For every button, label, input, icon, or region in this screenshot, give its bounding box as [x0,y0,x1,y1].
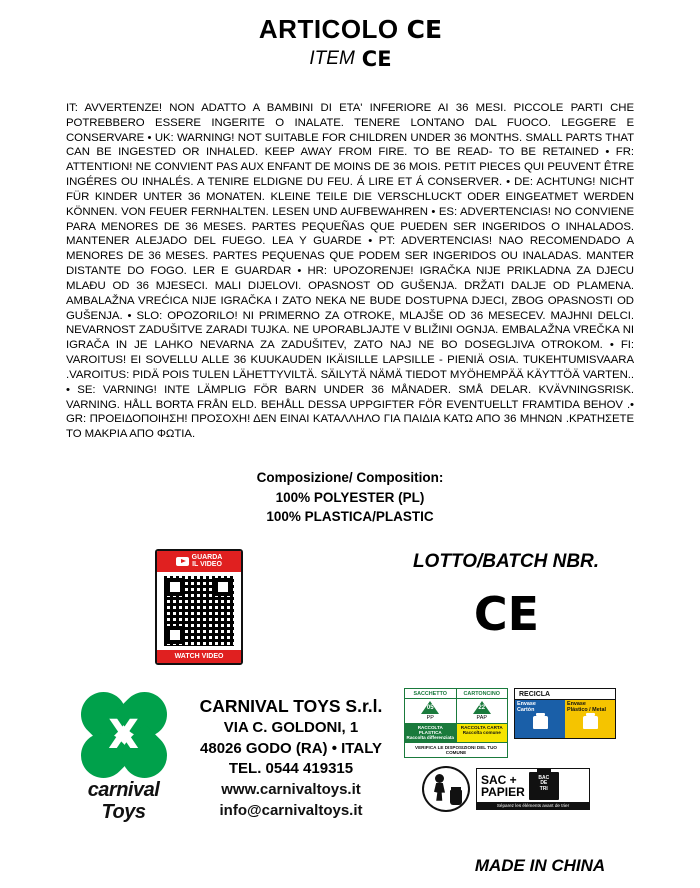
ce-mark-icon-large [474,587,538,641]
italian-packaging-label [404,688,508,758]
video-badge-header-text [192,554,223,569]
youtube-play-icon [176,557,189,566]
item-heading [0,47,700,71]
recycling-bin-icon [583,716,598,729]
company-street: VIA C. GOLDONI, 1 [223,718,359,736]
recicla-body [515,700,615,738]
lotto-ce-mark [366,587,646,641]
packaging-material-bag: PP [426,714,434,721]
composition-line-1: 100% POLYESTER (PL) [275,489,425,505]
video-badge-header [157,551,241,572]
company-tel: TEL. 0544 419315 [228,760,354,778]
packaging-code-card [457,699,508,723]
ce-c-glyph: C [473,586,507,641]
packaging-codes [405,699,507,723]
sac-line1: SAC + [481,772,517,787]
ce-c-glyph: C [406,15,425,44]
video-badge-line2: IL VIDEO [192,561,222,569]
recycle-triangle-icon: 05 [421,701,439,714]
recycling-bin-icon [533,716,548,729]
qr-code-area[interactable] [157,572,241,650]
company-address-block [176,694,406,822]
packaging-headers [405,689,507,699]
ce-c-glyph: C [361,47,377,71]
company-name: CARNIVAL TOYS S.r.l. [199,695,383,716]
middle-row [0,549,700,684]
logo-word-carnival: carnival [87,778,160,801]
bac-line3: TRI [539,786,548,793]
recycling-row-1 [404,688,634,758]
logo-word-toys: Toys [101,800,146,823]
packaging-header-bag: SACCHETTO [405,689,457,699]
recicla-carton-line2: Cartón [517,706,535,713]
header [0,0,700,71]
spanish-recicla-label [514,688,616,739]
company-website[interactable]: www.carnivaltoys.it [221,780,361,798]
bac-line1: BAC [538,774,550,781]
composition-block [0,468,700,527]
bac-de-tri-icon [529,772,559,800]
item-label: ITEM [309,48,355,69]
packaging-sub-plastic [405,724,457,742]
packaging-sub-plastic-2: Raccolta differenziata [406,734,454,740]
packaging-sub-paper-2: Raccolta comune [462,729,501,735]
packaging-sub-paper [457,724,508,742]
lotto-title: LOTTO/BATCH NBR. [412,550,600,572]
composition-title: Composizione/ Composition: [256,470,444,486]
recicla-carton-line1: Envase [517,700,536,707]
recycle-triangle-icon: 22 [473,701,491,714]
company-city: 48026 GODO (RA) • ITALY [200,739,382,757]
lotto-block [366,551,646,641]
sac-line2: PAPIER [481,784,525,799]
recycling-row-2 [422,766,634,812]
article-label: ARTICOLO [258,14,399,44]
packaging-sub-plastic-1: RACCOLTA PLASTICA [417,724,443,735]
logo-x-letter: X [108,711,139,758]
recicla-carton-cell [515,700,565,738]
composition-line-2: 100% PLASTICA/PLASTIC [266,509,434,525]
recicla-plastic-line2: Plástico / Metal [567,706,606,713]
french-triman-label [476,768,590,810]
company-email[interactable]: info@carnivaltoys.it [219,801,363,819]
packaging-footnote: VERIFICA LE DISPOSIZIONI DEL TUO COMUNE [405,742,507,757]
watch-video-label: WATCH VIDEO [157,650,241,663]
packaging-header-card: CARTONCINO [457,689,508,699]
watch-video-qr-badge[interactable] [155,549,243,665]
tidyman-icon [422,766,470,812]
multilingual-warnings-text: IT: AVVERTENZE! NON ADATTO A BAMBINI DI ETA' INFERIORE AI 36 MESI. PICCOLE PARTI CHE POTREBBERO ESSERE INGERITE O INALATE. TENERE LONTANO DAL FUOCO. LEGGERE E CONSERVARE • UK: WARNING! NOT SUITABLE FOR CHILDREN UNDER 36 MONTHS. SMALL PARTS THAT CAN BE INGESTED OR INHALED. KEEP AWAY FROM FIRE. TO BE READ- TO BE RETAINED • FR: ATTENTION! NE CONVIENT PAS AUX ENFANT DE MOINS DE 36 MOIS. PETIT PIECES QUI PEUVENT ÊTRE INGÉRES OU INHALÉS. A TENIRE ELDIGNE DU FEU. Á LIRE ET Á CONSERVER. • DE: ACHTUNG! NICHT FÜR KINDER UNTER 36 MONATEN. KLEINE TEILE DIE VERSCHLUCKT ODER EINGEATMET WERDEN KÖNNEN. VON FEUER FERNHALTEN. LESEN UND AUFBEWAHREN • ES: ADVERTENCIAS! NO CONVIENE PARA MENORES DE 36 MESES. PARTES PEQUEÑAS QUE PUEDEN SER INGERIDOS O INHALADOS. MANTENER ALEJADO DEL FUEGO. LEA Y GUARDE • PT: ADVERTENCIAS! NAO RECOMENDADO A MENORES DE 36 MESES. PARTES PEQUENAS QUE PODEM SER INGERIDOS OU INALADAS. MANTER DISTANTE DO FOGO. LER E GUARDAR • HR: UPOZORENJE! IGRAČKA NIJE PRIKLADNA ZA DJECU MLAĐU OD 36 MJESECI. MALI DIJELOVI. OPASNOST OD GUŠENJA. DRŽATI DALJE OD PLAMENA. AMBALAŽNA VREĆICA NIJE IGRAČKA I ZATO NEKA NE BUDE DOSTUPNA DJECI, ZBOG OPASNOSTI OD GUŠENJA. • SLO: OPOZORILO! NI PRIMERNO ZA OTROKE, MLAJŠE OD 36 MESECEV. MAJHNI DELCI. NEVARNOST ZADUŠITVE ZARADI TUJKA. NE UPORABLJAJTE V BLIŽINI OGNJA. EMBALAŽNA VREČKA NI IGRAČA IN JE LAHKO NEVARNA ZA ZADUŠITEV, ZATO NAJ NE BO DOSEGLJIVA OTROKOM. • FI: VAROITUS! EI SOVELLU ALLE 36 KUUKAUDEN IKÄISILLE LAPSILLE - PIENIÄ OSIA. TUKEHTUMISVAARA .VAROITUS: PIDÄ POIS TULEN LÄHETTYVILTÄ. SÄILYTÄ NÄMÄ TIEDOT MYÖHEMPÄÄ KÄYTTÖÄ VARTEN.. • SE: VARNING! INTE LÄMPLIG FÖR BARN UNDER 36 MÅNADER. SMÅ DELAR. KVÄVNINGSRISK. VARNING. HÅLL BORTA FRÅN ELD. BEHÅLL DESSA UPPGIFTER FÖR EVENTUELLT FRAMTIDA BEHOV .• GR: ΠΡΟΕΙΔΟΠΟΙΗΣΗ! ΠΡΟΣΟΧΗ! ΔΕΝ ΕΙΝΑΙ ΚΑΤΑΛΛΗΛΟ ΓΙΑ ΠΑΙΔΙΑ ΚΑΤΩ ΑΠΟ 36 ΜΗΝΩΝ .ΚΡΑΤΗΣΕΤΕ ΤΟ ΜΑΚΡΙΑ ΑΠΟ ΦΩΤΙΑ. [66,102,634,441]
article-heading [0,14,700,45]
ce-e-glyph: E [377,47,391,71]
bac-line2: DE [540,780,548,787]
recicla-plastic-line1: Envase [567,700,586,707]
packaging-material-card: PAP [476,714,487,721]
recycling-symbols [404,688,634,812]
sac-papier-footnote: Séparez les éléments avant de trier [477,802,589,809]
qr-code-icon[interactable] [164,576,234,646]
recicla-title: RECICLA [515,689,615,700]
ce-mark-icon [407,15,441,44]
made-in-china-label: MADE IN CHINA [474,855,606,875]
packaging-code-bag [405,699,457,723]
ce-mark-icon-small [362,47,391,71]
video-badge-line1: GUARDA [191,553,223,561]
recicla-plastic-cell [565,700,615,738]
clover-logo-icon [81,692,167,778]
sac-papier-top [477,769,589,802]
packaging-subtext [405,723,507,742]
carnival-toys-logo [76,692,171,822]
bottom-row [0,688,700,888]
packaging-sub-paper-1: RACCOLTA CARTA [460,724,503,730]
ce-e-glyph: E [507,586,539,641]
ce-e-glyph: E [425,15,442,44]
sac-papier-text [481,774,525,798]
